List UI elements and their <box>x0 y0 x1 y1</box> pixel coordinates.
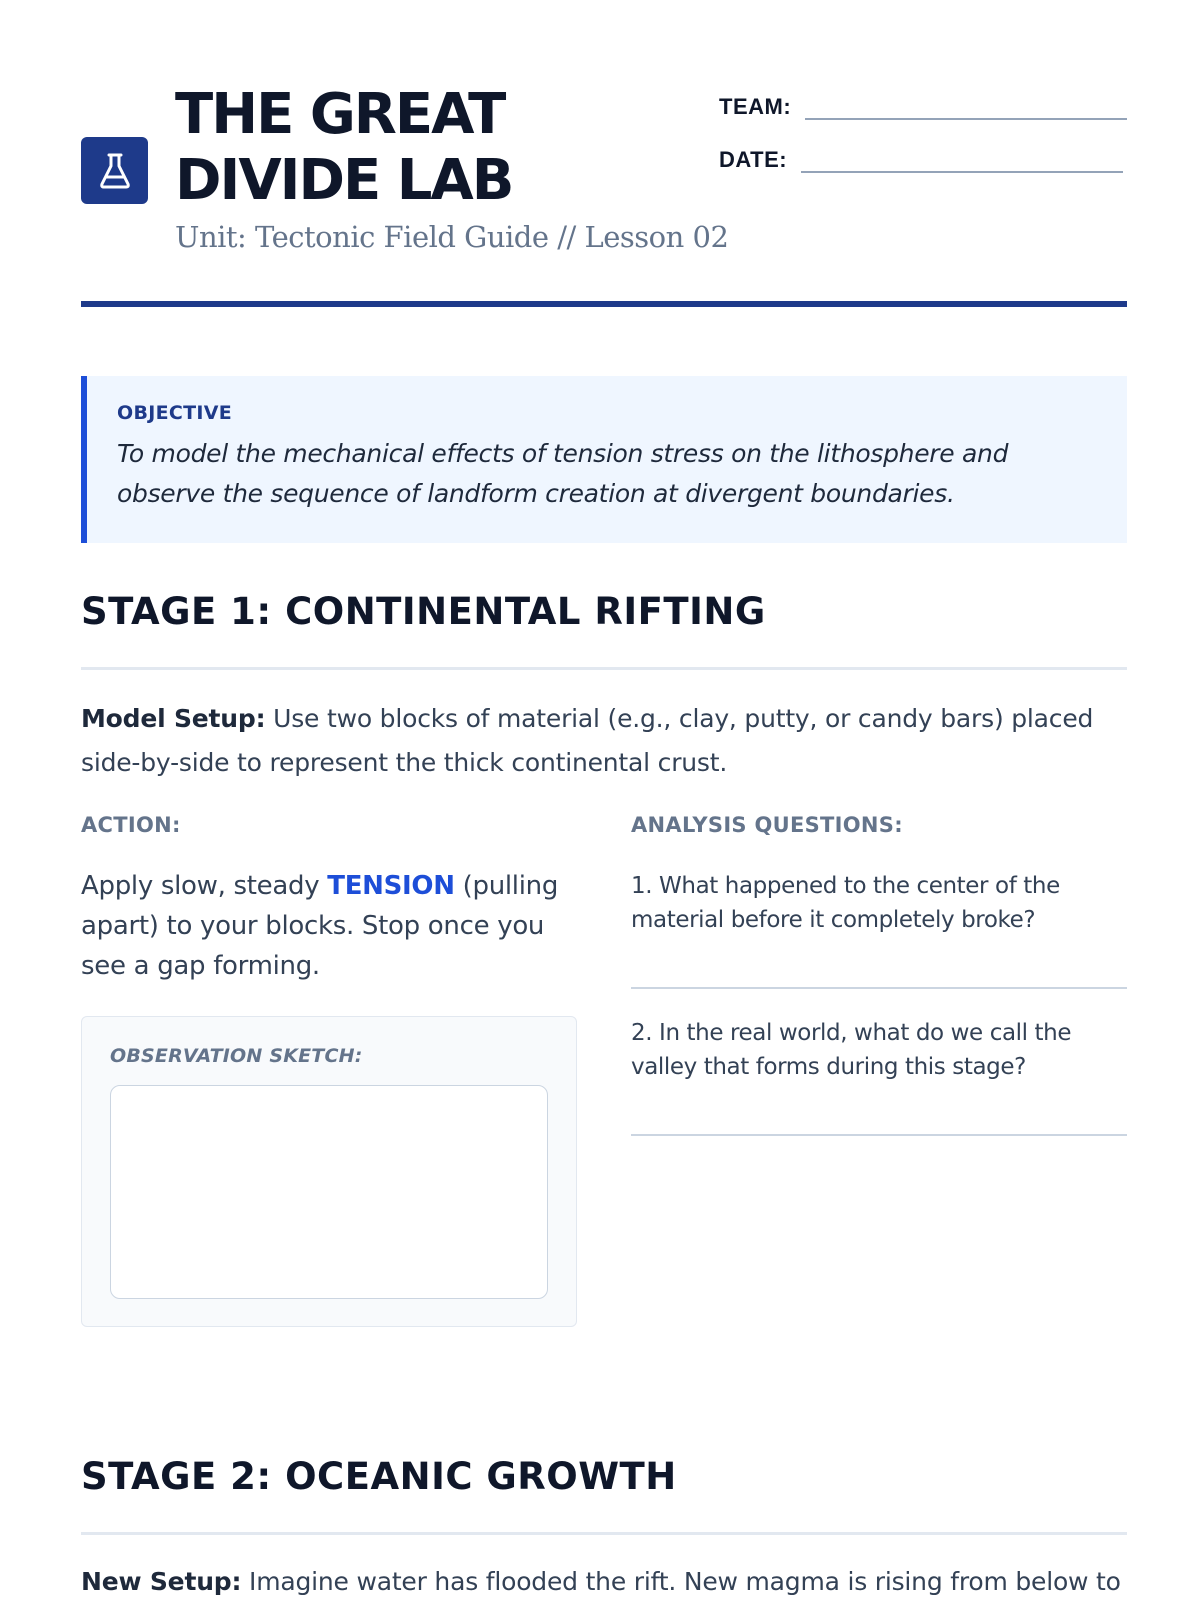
stage-1-setup-label: Model Setup: <box>81 704 266 733</box>
question-2-answer-line[interactable] <box>631 1134 1127 1136</box>
objective-label: OBJECTIVE <box>117 402 233 424</box>
stage-2-setup-label: New Setup: <box>81 1567 242 1596</box>
date-input-line[interactable] <box>801 139 1123 173</box>
header-divider <box>81 301 1127 307</box>
date-field <box>719 139 1123 173</box>
action-text <box>81 866 561 986</box>
stage-1-divider <box>81 667 1127 670</box>
objective-callout <box>81 376 1127 543</box>
question-2: 2. In the real world, what do we call the valley that forms during this stage? <box>631 1020 1072 1080</box>
page-title <box>175 82 655 214</box>
team-field <box>719 86 1127 120</box>
observation-sketch-card <box>81 1016 577 1327</box>
stage-1-title: STAGE 1: CONTINENTAL RIFTING <box>81 590 766 633</box>
page-subtitle: Unit: Tectonic Field Guide // Lesson 02 <box>175 220 729 254</box>
analysis-questions-label: ANALYSIS QUESTIONS: <box>631 813 903 837</box>
stage-2-title: STAGE 2: OCEANIC GROWTH <box>81 1455 677 1498</box>
team-label: TEAM: <box>719 94 792 119</box>
question-1-answer-line[interactable] <box>631 987 1127 989</box>
observation-sketch-label: OBSERVATION SKETCH: <box>110 1045 363 1067</box>
stage-2-setup <box>81 1560 1127 1600</box>
title-line-1: THE GREAT <box>175 82 505 147</box>
action-text-pre: Apply slow, steady <box>81 871 328 901</box>
team-input-line[interactable] <box>805 86 1127 120</box>
stage-1-setup-text: Use two blocks of material (e.g., clay, putty, or candy bars) placed side-by-side to represent the thick continental crust. <box>81 704 1094 777</box>
date-label: DATE: <box>719 147 788 172</box>
objective-text: To model the mechanical effects of tension stress on the lithosphere and observe the sequence of landform creation at divergent boundaries. <box>117 439 1009 508</box>
observation-sketch-area[interactable] <box>110 1085 548 1299</box>
stage-2-setup-text: Imagine water has flooded the rift. New magma is rising from below to <box>241 1567 1121 1596</box>
stage-1-setup <box>81 697 1127 785</box>
question-1: 1. What happened to the center of the material before it completely broke? <box>631 873 1060 933</box>
flask-icon <box>81 137 148 204</box>
action-text-accent: TENSION <box>327 871 455 901</box>
action-label: ACTION: <box>81 813 181 837</box>
action-text-post: (pulling apart) to your blocks. Stop once you see a gap forming. <box>81 871 559 981</box>
worksheet-page <box>81 0 1127 1600</box>
title-line-2: DIVIDE LAB <box>175 148 513 213</box>
stage-2-divider <box>81 1532 1127 1535</box>
